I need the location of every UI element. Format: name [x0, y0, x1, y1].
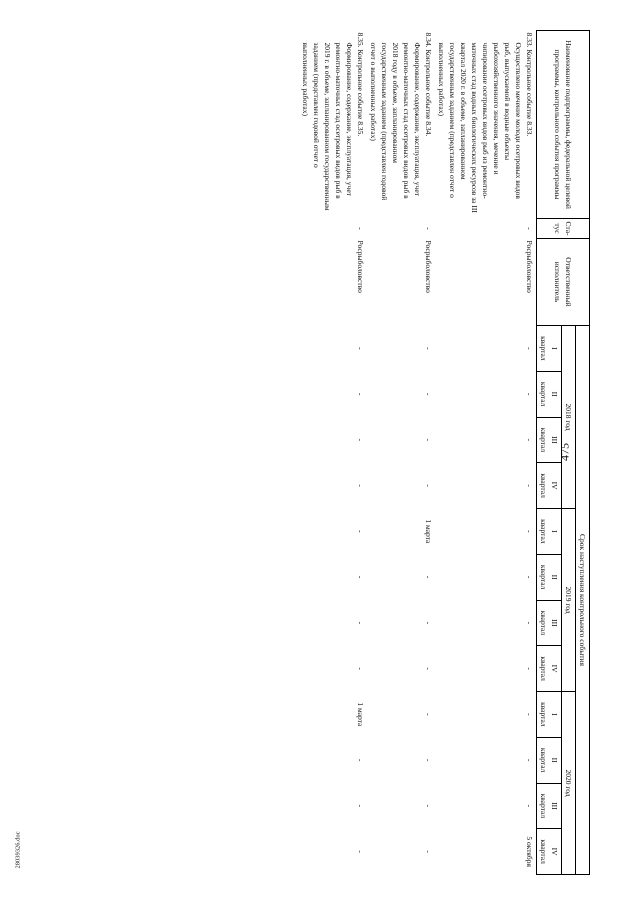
quarter-number: II [550, 757, 559, 763]
header-quarter [537, 829, 562, 875]
deadline-cell: - [525, 392, 534, 396]
quarter-number: III [550, 619, 559, 627]
deadline-cell: - [356, 484, 365, 487]
table-row [367, 31, 435, 875]
header-quarter [537, 692, 562, 738]
deadline-cell: - [424, 758, 433, 762]
quarter-word: квартал [539, 473, 548, 498]
quarter-word: квартал [539, 336, 548, 361]
deadline-cell: - [356, 392, 365, 396]
deadline-cell: - [356, 804, 365, 808]
quarter-word: квартал [539, 381, 548, 407]
header-quarter [537, 463, 562, 509]
deadline-cell: - [525, 530, 534, 533]
event-responsible: Росрыболовство [356, 240, 365, 293]
deadline-cell: - [525, 484, 534, 487]
deadline-cell: - [424, 347, 433, 350]
quarter-word: квартал [539, 519, 548, 544]
header-deadline: Срок наступления контрольного события [576, 326, 590, 875]
quarter-word: квартал [539, 427, 548, 453]
header-quarter [537, 737, 562, 783]
quarter-word: квартал [539, 793, 548, 819]
event-description: Осуществлено мечение молоди осетровых видов рыб, выпускаемой в водные объекты рыбохозяйственного значения, мечение и чипирование осетровых видов рыб из ремонтно-маточных стад водных биологических ресурсов за III квартал 2020 г. в объеме, запланированном государственным заданием (представлен отчет о выполненных работах) [437, 42, 523, 213]
deadline-cell: - [525, 621, 534, 625]
deadline-cell: - [525, 667, 534, 670]
header-quarter [537, 554, 562, 600]
deadline-cell: - [356, 575, 365, 579]
deadline-cell: - [424, 392, 433, 396]
event-responsible: Росрыболовство [424, 240, 433, 293]
quarter-number: II [550, 391, 559, 397]
event-description: Формирование, содержание, эксплуатация, учет ремонтно-маточных стад осетровых видов рыб в 2018 году в объеме, запланированном государственным заданием (представлен годовой отчет о выполненных работах) [369, 42, 422, 201]
deadline-cell: - [356, 530, 365, 533]
header-year-2019: 2019 год [562, 509, 576, 692]
deadline-cell: - [525, 438, 534, 442]
event-title: 8.34. Контрольное событие 8.34. [424, 32, 433, 137]
deadline-cell: - [525, 347, 534, 350]
control-events-table [299, 30, 590, 875]
deadline-cell: - [525, 575, 534, 579]
header-quarter [537, 646, 562, 692]
quarter-word: квартал [539, 702, 548, 727]
quarter-number: I [550, 530, 559, 533]
quarter-word: квартал [539, 610, 548, 636]
deadline-cell: - [525, 713, 534, 716]
deadline-cell: - [424, 484, 433, 487]
header-quarter [537, 417, 562, 463]
quarter-number: III [550, 802, 559, 810]
deadline-cell: - [356, 667, 365, 670]
event-title: 8.35. Контрольное событие 8.35. [356, 32, 365, 137]
event-status: - [424, 227, 433, 230]
header-quarter [537, 326, 562, 372]
table-row [435, 31, 537, 875]
event-status: - [356, 227, 365, 230]
document-code: 28039326.doc [14, 831, 22, 869]
deadline-cell: - [424, 621, 433, 625]
header-responsible: Ответственный исполнитель [537, 239, 590, 326]
quarter-number: II [550, 574, 559, 580]
quarter-word: квартал [539, 564, 548, 590]
deadline-cell: - [424, 575, 433, 579]
event-title: 8.33. Контрольное событие 8.33. [525, 32, 534, 137]
deadline-cell: - [424, 804, 433, 808]
table-body [299, 31, 537, 875]
event-name-cell [299, 31, 367, 219]
deadline-cell: - [356, 438, 365, 442]
deadline-cell: - [525, 758, 534, 762]
deadline-cell: - [356, 621, 365, 625]
header-quarter [537, 371, 562, 417]
deadline-cell: - [424, 438, 433, 442]
event-name-cell [435, 31, 537, 219]
table-row [299, 31, 367, 875]
header-status: Ста-тус [537, 219, 590, 239]
header-year-2020: 2020 год [562, 692, 576, 875]
quarter-number: III [550, 436, 559, 444]
deadline-cell: - [356, 850, 365, 853]
event-name-cell [367, 31, 435, 219]
deadline-cell: - [356, 758, 365, 762]
header-quarter [537, 600, 562, 646]
deadline-cell: - [525, 804, 534, 808]
deadline-cell: - [424, 850, 433, 853]
deadline-cell: 5 октября [525, 836, 534, 867]
deadline-cell: - [424, 667, 433, 670]
event-status: - [525, 227, 534, 230]
quarter-word: квартал [539, 656, 548, 681]
quarter-word: квартал [539, 839, 548, 864]
quarter-number: IV [550, 481, 559, 490]
header-quarter [537, 783, 562, 829]
deadline-cell: - [424, 713, 433, 716]
deadline-cell: 1 марта [424, 519, 433, 544]
page-number: 475 [557, 443, 572, 461]
quarter-word: квартал [539, 747, 548, 773]
header-year-2018: 2018 год [562, 326, 576, 509]
quarter-number: I [550, 347, 559, 350]
quarter-number: I [550, 713, 559, 716]
event-description: Формирование, содержание, эксплуатация, учет ремонтно-маточных стад осетровых видов рыб в 2019 г. в объеме, запланированном государственным заданием (представлен годовой отчет о выполненных работах) [301, 42, 354, 211]
quarter-number: IV [550, 664, 559, 673]
event-responsible: Росрыболовство [525, 240, 534, 293]
deadline-cell: - [356, 347, 365, 350]
control-events-table-sheet [110, 30, 590, 875]
deadline-cell: 1 марта [356, 702, 365, 727]
header-name: Наименование подпрограммы, федеральной целевой программы, контрольного события программы [537, 31, 590, 219]
header-quarter [537, 509, 562, 555]
quarter-number: IV [550, 847, 559, 856]
